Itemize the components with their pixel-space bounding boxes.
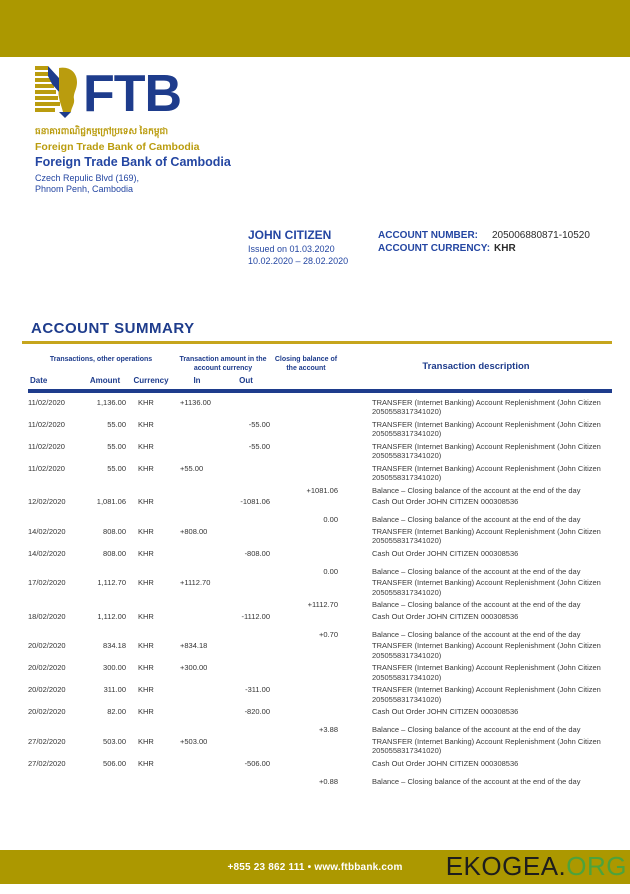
col-header-closing-balance: Closing balance of the account (274, 356, 338, 372)
ekogea-watermark (446, 851, 627, 882)
table-row (28, 663, 612, 682)
cell-amount: 808.00 (103, 526, 126, 536)
account-number-value: 205006880871-10520 (492, 230, 590, 241)
col-group-amount: Transaction amount in the account currency (179, 356, 267, 372)
cell-description: Balance – Closing balance of the account at the end of the day (372, 776, 581, 786)
cell-currency: KHR (138, 707, 154, 716)
account-number-row (378, 229, 590, 242)
watermark-dark-part: EKOGEA. (445, 851, 567, 881)
col-header-in: In (193, 376, 201, 385)
logo-wordmark: FTB (83, 65, 182, 123)
cell-date: 20/02/2020 (28, 641, 66, 650)
cell-currency: KHR (138, 578, 154, 587)
cell-closing-balance: +1081.06 (306, 485, 338, 495)
cell-description: Balance – Closing balance of the account at the end of the day (372, 725, 581, 734)
gold-divider (22, 341, 612, 344)
table-body (28, 398, 612, 787)
table-row (28, 442, 612, 461)
cell-closing-balance: +1112.70 (307, 600, 338, 609)
cell-currency: KHR (138, 685, 154, 694)
watermark-green-part: ORG (566, 851, 627, 881)
table-row (28, 398, 612, 417)
cell-date: 14/02/2020 (28, 526, 66, 536)
cell-description: Balance – Closing balance of the account at the end of the day (372, 600, 581, 609)
cell-out: -1081.06 (240, 497, 270, 506)
cell-closing-balance: +0.70 (319, 629, 338, 639)
table-row (28, 464, 612, 483)
footer-contact-text: +855 23 862 111 • www.ftbbank.com (227, 861, 403, 873)
cell-currency: KHR (138, 463, 154, 473)
account-details-block (378, 229, 590, 255)
cell-date: 12/02/2020 (28, 497, 66, 506)
bank-address-line1: Czech Repulic Blvd (169), (35, 173, 140, 183)
cell-currency: KHR (138, 641, 154, 650)
cell-description: Cash Out Order JOHN CITIZEN 000308536 (372, 497, 519, 506)
table-row (28, 567, 612, 577)
section-title: ACCOUNT SUMMARY (31, 320, 195, 337)
cell-amount: 503.00 (103, 736, 126, 746)
cell-amount: 1,136.00 (96, 397, 126, 407)
cell-in: +808.00 (180, 526, 208, 536)
cell-description: Cash Out Order JOHN CITIZEN 000308536 (372, 611, 519, 621)
cell-description: Balance – Closing balance of the account at the end of the day (372, 485, 581, 495)
cell-out: -311.00 (245, 685, 270, 694)
table-row (28, 420, 612, 439)
col-header-out: Out (239, 376, 253, 385)
cell-out: -506.00 (244, 758, 270, 768)
table-row (28, 777, 612, 787)
account-holder-name: JOHN CITIZEN (248, 228, 332, 242)
bank-address-line2: Phnom Penh, Cambodia (35, 184, 134, 194)
cell-amount: 82.00 (107, 707, 126, 716)
cell-date: 27/02/2020 (28, 736, 66, 746)
cell-date: 20/02/2020 (28, 707, 66, 716)
cell-out: -808.00 (244, 548, 270, 558)
table-row (28, 612, 612, 627)
cell-description: TRANSFER (Internet Banking) Account Replenishment (John Citizen 2050558317341020) (372, 441, 601, 460)
cell-date: 18/02/2020 (28, 611, 66, 621)
cell-description: Cash Out Order JOHN CITIZEN 000308536 (372, 758, 519, 768)
cell-in: +55.00 (180, 463, 204, 473)
top-color-bar (0, 0, 630, 57)
statement-period: 10.02.2020 – 28.02.2020 (248, 256, 349, 266)
cell-out: -820.00 (244, 707, 270, 716)
account-number-label: ACCOUNT NUMBER: (378, 230, 478, 241)
table-row (28, 641, 612, 660)
cell-description: Cash Out Order JOHN CITIZEN 000308536 (372, 707, 519, 716)
cell-closing-balance: +3.88 (319, 725, 338, 734)
cell-description: TRANSFER (Internet Banking) Account Replenishment (John Citizen 2050558317341020) (372, 463, 601, 482)
col-group-transactions: Transactions, other operations (49, 356, 153, 363)
table-row (28, 707, 612, 722)
table-row (28, 759, 612, 774)
cell-amount: 506.00 (103, 758, 126, 768)
cell-currency: KHR (138, 663, 154, 672)
cell-out: -55.00 (248, 419, 270, 429)
cell-currency: KHR (138, 611, 154, 621)
ftb-logo (35, 66, 200, 153)
cell-out: -1112.00 (241, 611, 270, 621)
account-currency-row (378, 242, 590, 255)
cell-description: TRANSFER (Internet Banking) Account Replenishment (John Citizen 2050558317341020) (372, 736, 601, 755)
cell-currency: KHR (138, 419, 154, 429)
table-row (28, 527, 612, 546)
cell-in: +503.00 (180, 736, 208, 746)
table-row (28, 549, 612, 564)
cell-date: 11/02/2020 (28, 419, 65, 429)
table-row (28, 486, 612, 496)
logo-khmer-text: ធនាគារពាណិជ្ជកម្មក្រៅប្រទេស នៃកម្ពុជា (35, 126, 169, 136)
cell-date: 11/02/2020 (28, 441, 65, 451)
cell-description: TRANSFER (Internet Banking) Account Replenishment (John Citizen 2050558317341020) (372, 685, 601, 704)
cell-amount: 55.00 (107, 419, 126, 429)
cell-description: Balance – Closing balance of the account at the end of the day (372, 515, 581, 524)
table-row (28, 737, 612, 756)
cell-description: TRANSFER (Internet Banking) Account Replenishment (John Citizen 2050558317341020) (372, 578, 601, 597)
table-row (28, 630, 612, 640)
table-row (28, 600, 612, 610)
cell-description: Balance – Closing balance of the account at the end of the day (372, 629, 581, 639)
table-row (28, 725, 612, 735)
col-header-amount: Amount (89, 376, 121, 385)
col-header-date: Date (30, 376, 48, 385)
table-row (28, 497, 612, 512)
cell-currency: KHR (138, 758, 154, 768)
cell-currency: KHR (138, 497, 154, 506)
cell-date: 20/02/2020 (28, 663, 66, 672)
cell-in: +1112.70 (180, 578, 211, 587)
table-row (28, 515, 612, 525)
account-holder-block (248, 228, 348, 266)
cell-currency: KHR (138, 736, 154, 746)
cell-amount: 834.18 (103, 641, 126, 650)
cell-description: TRANSFER (Internet Banking) Account Replenishment (John Citizen 2050558317341020) (372, 397, 601, 416)
cell-amount: 1,081.06 (96, 497, 126, 506)
cell-currency: KHR (138, 526, 154, 536)
cell-currency: KHR (138, 548, 154, 558)
cell-currency: KHR (138, 397, 154, 407)
transactions-table (0, 356, 630, 788)
cell-in: +1136.00 (180, 397, 211, 407)
cell-out: -55.00 (248, 441, 270, 451)
cell-date: 11/02/2020 (28, 397, 65, 407)
cell-description: Cash Out Order JOHN CITIZEN 000308536 (372, 548, 519, 558)
col-header-description: Transaction description (422, 361, 530, 372)
table-row (28, 685, 612, 704)
cell-date: 20/02/2020 (28, 685, 66, 694)
cell-description: Balance – Closing balance of the account at the end of the day (372, 566, 581, 576)
cell-closing-balance: 0.00 (323, 515, 338, 524)
table-row (28, 578, 612, 597)
cell-in: +834.18 (180, 641, 208, 650)
cell-amount: 311.00 (103, 685, 126, 694)
cell-amount: 1,112.00 (97, 611, 126, 621)
col-header-currency: Currency (133, 376, 169, 385)
cell-closing-balance: +0.88 (319, 776, 338, 786)
cell-description: TRANSFER (Internet Banking) Account Replenishment (John Citizen 2050558317341020) (372, 526, 601, 545)
cell-date: 11/02/2020 (28, 463, 65, 473)
bank-name: Foreign Trade Bank of Cambodia (35, 155, 231, 169)
account-currency-label: ACCOUNT CURRENCY: (378, 243, 491, 254)
cell-currency: KHR (138, 441, 154, 451)
account-currency-value: KHR (494, 243, 516, 254)
cell-description: TRANSFER (Internet Banking) Account Replenishment (John Citizen 2050558317341020) (372, 419, 601, 438)
cell-amount: 300.00 (103, 663, 126, 672)
cell-in: +300.00 (180, 663, 208, 672)
cell-amount: 808.00 (103, 548, 126, 558)
table-header (28, 356, 612, 393)
cell-amount: 55.00 (107, 441, 126, 451)
navy-divider (28, 389, 612, 393)
cell-amount: 55.00 (107, 463, 126, 473)
statement-issued-date: Issued on 01.03.2020 (248, 244, 335, 254)
cell-date: 14/02/2020 (28, 548, 66, 558)
logo-subtitle: Foreign Trade Bank of Cambodia (35, 141, 200, 153)
cell-date: 17/02/2020 (28, 578, 66, 587)
cell-amount: 1,112.70 (97, 578, 126, 587)
cell-date: 27/02/2020 (28, 758, 66, 768)
ftb-logo-icon (35, 66, 81, 124)
cell-closing-balance: 0.00 (323, 566, 338, 576)
cell-description: TRANSFER (Internet Banking) Account Replenishment (John Citizen 2050558317341020) (372, 663, 601, 682)
cell-description: TRANSFER (Internet Banking) Account Replenishment (John Citizen 2050558317341020) (372, 641, 601, 660)
